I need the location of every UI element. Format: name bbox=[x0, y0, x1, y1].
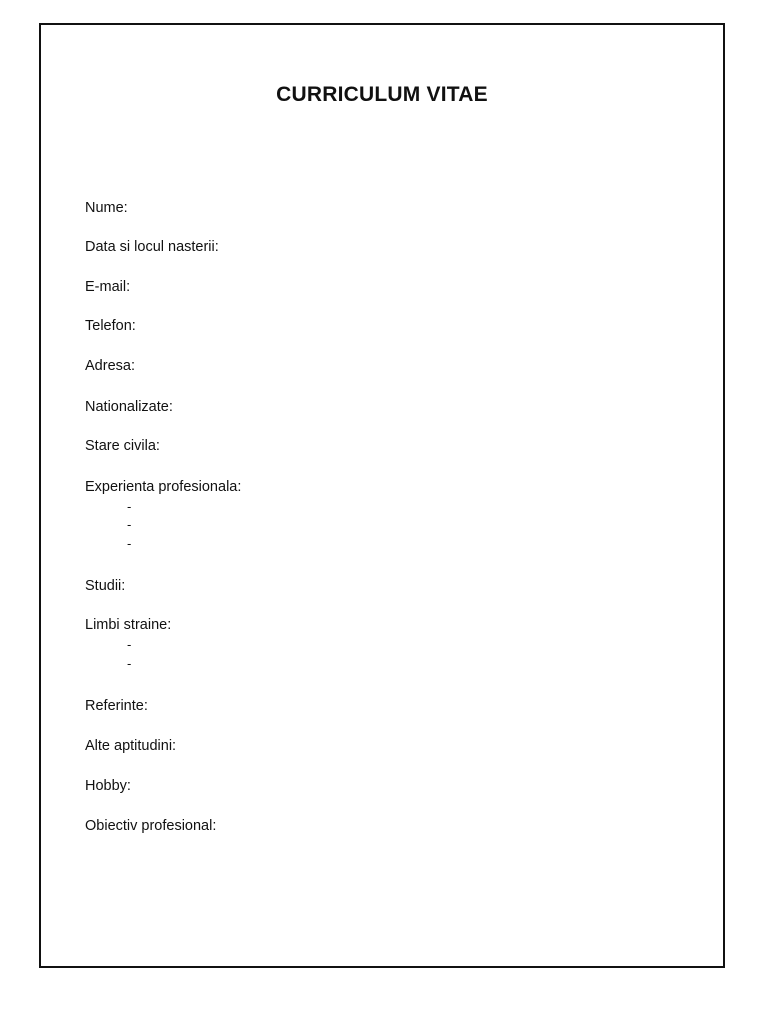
field-experience-label: Experienta profesionala: bbox=[85, 479, 242, 495]
languages-bullet-dash: - bbox=[127, 656, 132, 671]
experience-bullet-dash: - bbox=[127, 517, 132, 532]
field-phone-label: Telefon: bbox=[85, 318, 136, 334]
field-address-label: Adresa: bbox=[85, 358, 135, 374]
field-studies-label: Studii: bbox=[85, 578, 126, 594]
languages-bullet-dash: - bbox=[127, 637, 132, 652]
field-marital-label: Stare civila: bbox=[85, 438, 160, 454]
field-name-label: Nume: bbox=[85, 200, 128, 216]
cv-page bbox=[39, 23, 725, 968]
experience-bullet-dash: - bbox=[127, 536, 132, 551]
field-references-label: Referinte: bbox=[85, 698, 148, 714]
field-birth-label: Data si locul nasterii: bbox=[85, 239, 219, 255]
experience-bullet-dash: - bbox=[127, 499, 132, 514]
field-email-label: E-mail: bbox=[85, 279, 131, 295]
field-objective-label: Obiectiv profesional: bbox=[85, 818, 217, 834]
field-skills-label: Alte aptitudini: bbox=[85, 738, 177, 754]
field-languages-label: Limbi straine: bbox=[85, 617, 172, 633]
field-nationality-label: Nationalizate: bbox=[85, 399, 173, 415]
field-hobby-label: Hobby: bbox=[85, 778, 131, 794]
document-title: CURRICULUM VITAE bbox=[276, 83, 488, 106]
